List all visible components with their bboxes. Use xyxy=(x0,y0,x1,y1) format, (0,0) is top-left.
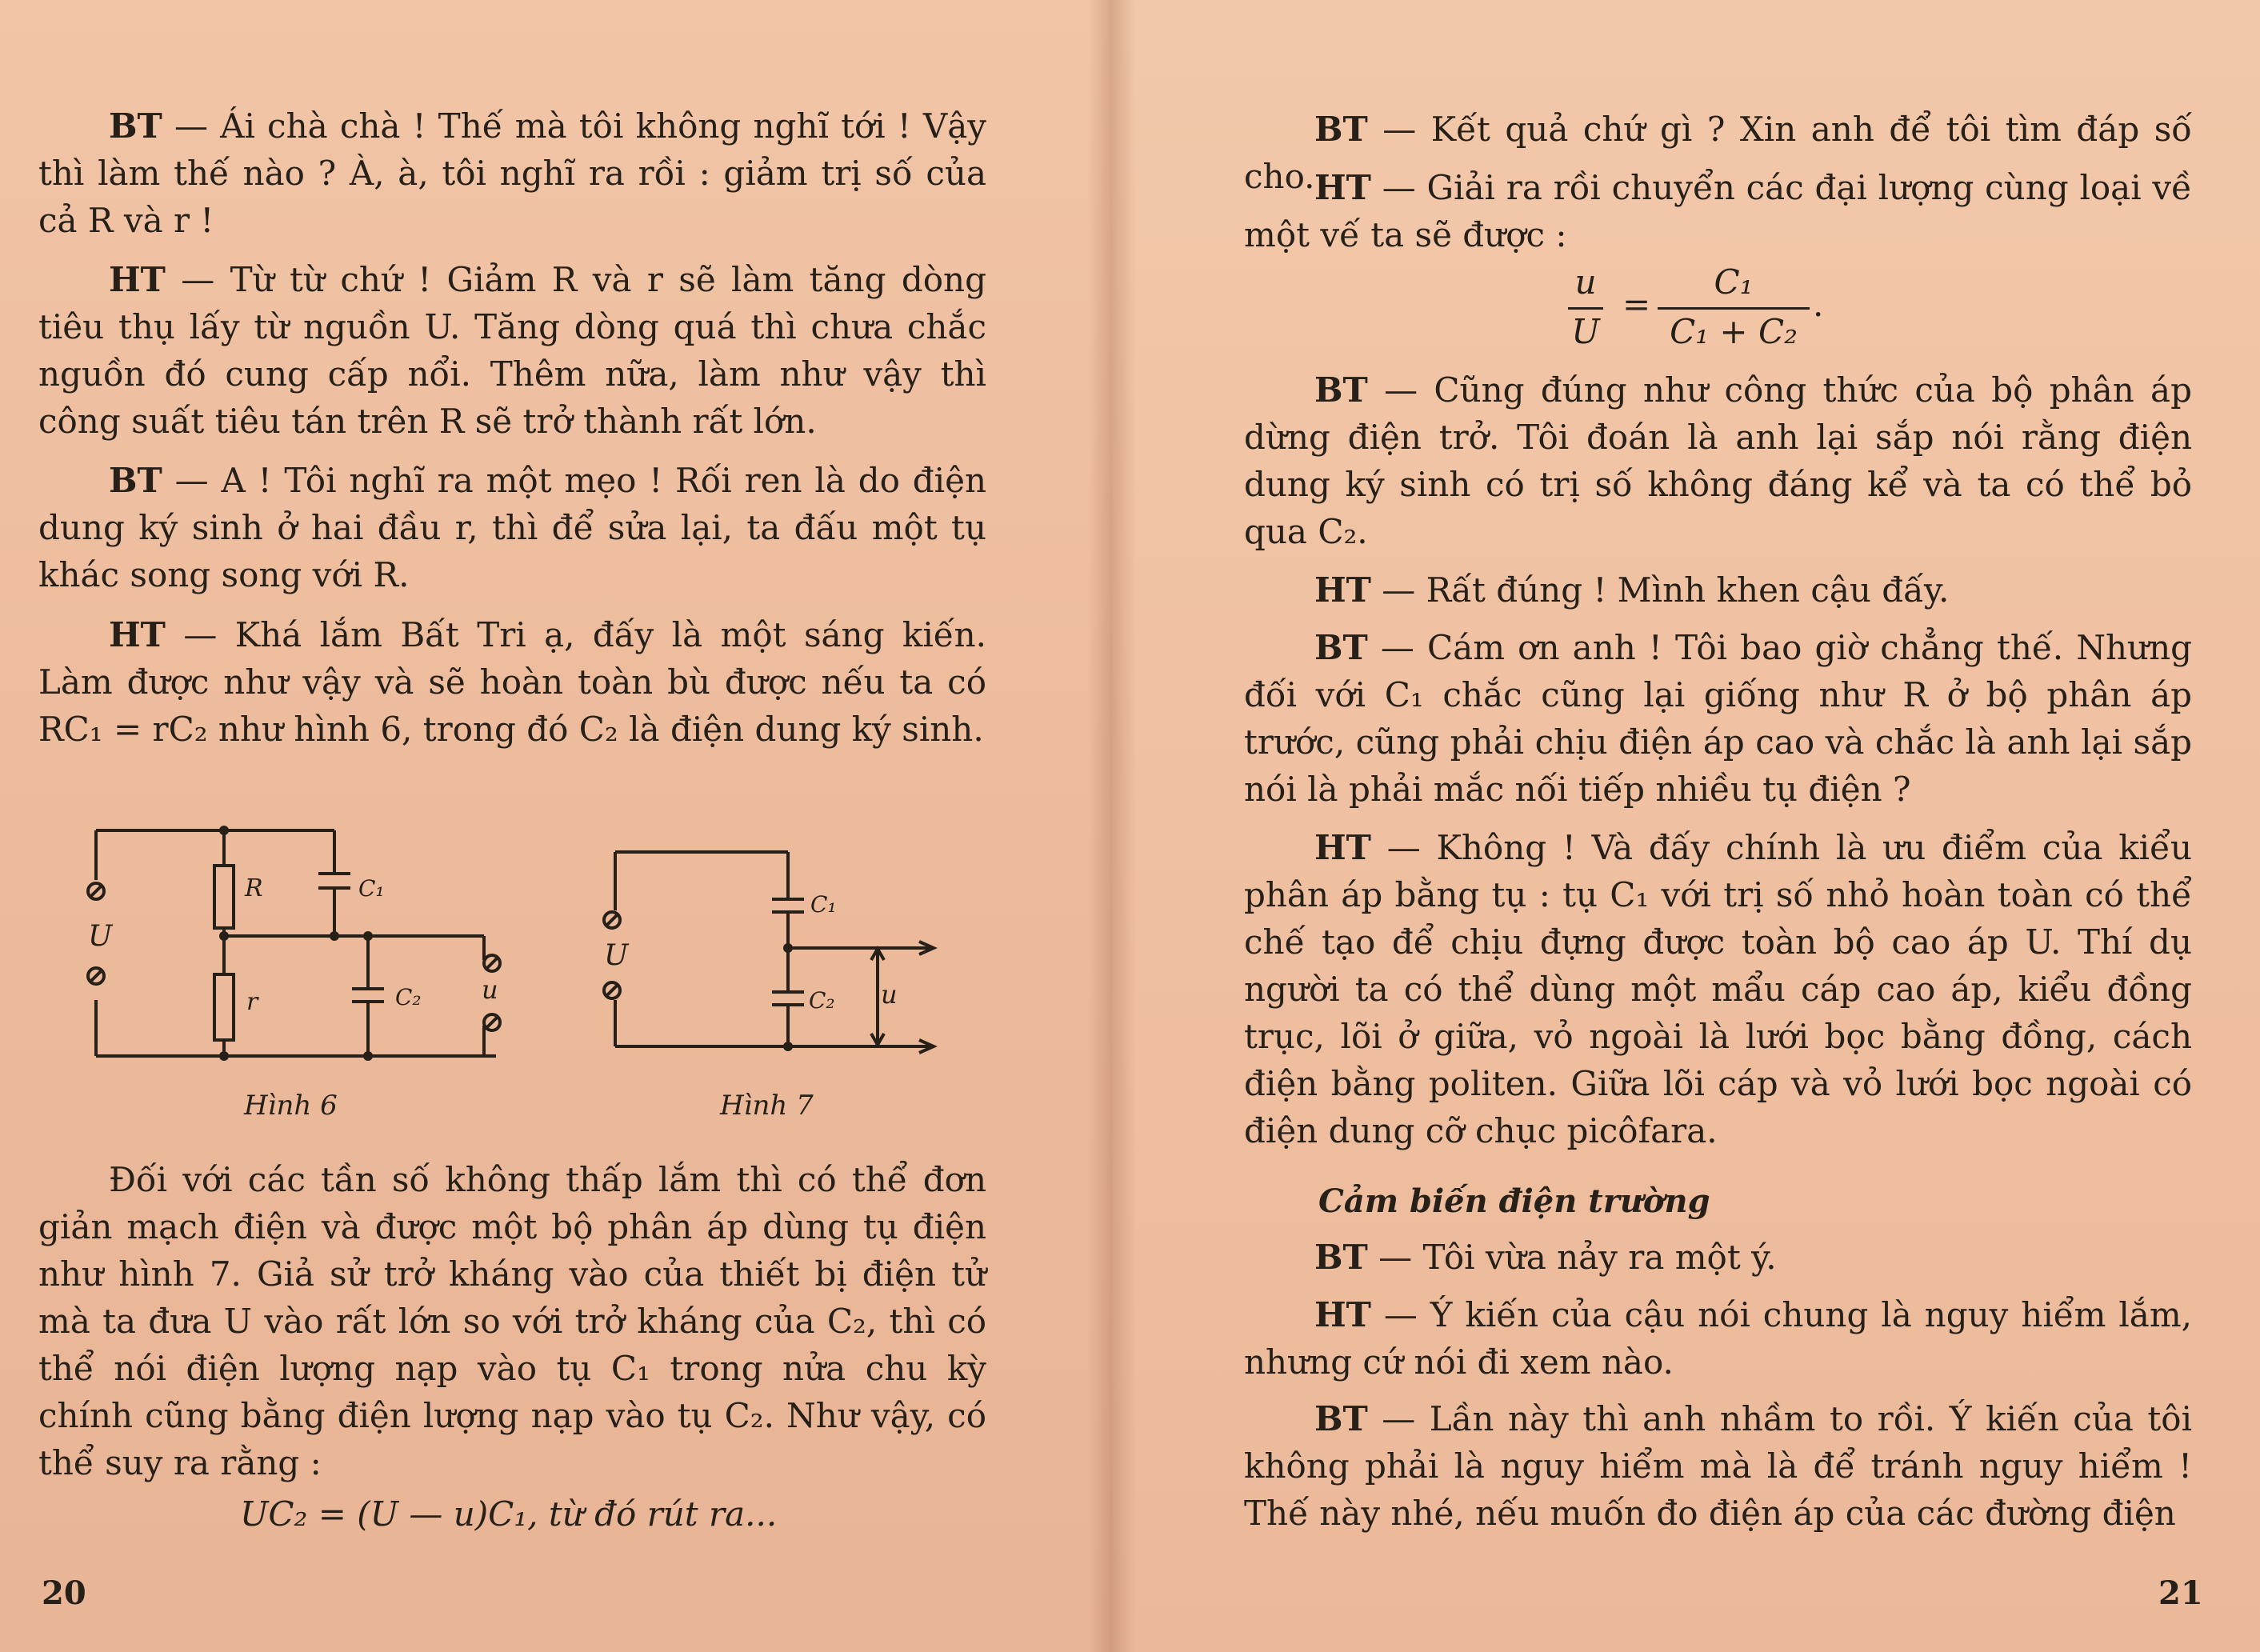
left-paragraph-3: BT — A ! Tôi nghĩ ra một mẹo ! Rối ren là do điện dung ký sinh ở hai đầu r, thì để sửa lại, ta đấu một tụ khác song song với R. xyxy=(38,461,986,594)
figure-6-caption: Hình 6 xyxy=(244,1090,338,1122)
right-paragraph-6: HT — Không ! Và đấy chính là ưu điểm của kiểu phân áp bằng tụ : tụ C₁ với trị số nhỏ hoàn toàn có thể chế tạo để chịu đựng được toàn bộ cao áp U. Thí dụ người ta có thể dùng một mẩu cáp cao áp, kiểu đồng trục, lõi ở giữa, vỏ ngoài là lưới bọc bằng đồng, cách điện bằng politen. Giữa lõi cáp và vỏ lưới bọc ngoài có điện dung cỡ chục picôfara. xyxy=(1244,828,2192,1150)
right-paragraph-7: BT — Tôi vừa nảy ra một ý. xyxy=(1314,1238,1777,1277)
fig7-label-U: U xyxy=(604,939,629,972)
left-paragraph-1: BT — Ái chà chà ! Thế mà tôi không nghĩ tới ! Vậy thì làm thế nào ? À, à, tôi nghĩ ra rồi : giảm trị số của cả R và r ! xyxy=(38,106,986,240)
fig7-label-u: u xyxy=(881,979,898,1010)
fraction-lhs-denominator: U xyxy=(1571,312,1600,351)
right-paragraph-9: BT — Lần này thì anh nhầm to rồi. Ý kiến của tôi không phải là nguy hiểm mà là để tránh nguy hiểm ! Thế này nhé, nếu muốn đo điện áp của các đường điện xyxy=(1244,1399,2192,1533)
fig6-label-C1: C₁ xyxy=(358,875,385,902)
fraction-equals: = xyxy=(1622,285,1651,324)
left-formula: UC₂ = (U — u)C₁, từ đó rút ra... xyxy=(240,1494,778,1534)
section-heading: Cảm biến điện trường xyxy=(1318,1182,1710,1220)
right-paragraph-1: BT — Kết quả chứ gì ? Xin anh để tôi tìm đáp số cho. xyxy=(1244,110,2192,196)
fig7-label-C2: C₂ xyxy=(809,987,835,1014)
fig6-label-u: u xyxy=(482,974,498,1005)
fig6-label-U: U xyxy=(88,920,113,953)
figure-6-circuit xyxy=(80,816,528,1072)
right-fraction-formula xyxy=(1568,262,1856,358)
page-number-right: 21 xyxy=(2158,1574,2203,1612)
left-paragraph-2: HT — Từ từ chứ ! Giảm R và r sẽ làm tăng dòng tiêu thụ lấy từ nguồn U. Tăng dòng quá thì chưa chắc nguồn đó cung cấp nổi. Thêm nữa, làm như vậy thì công suất tiêu tán trên R sẽ trở thành rất lớn. xyxy=(38,260,986,441)
page-number-left: 20 xyxy=(42,1574,86,1612)
right-paragraph-8: HT — Ý kiến của cậu nói chung là nguy hiểm lắm, nhưng cứ nói đi xem nào. xyxy=(1244,1295,2192,1382)
right-paragraph-3: BT — Cũng đúng như công thức của bộ phân áp dừng điện trở. Tôi đoán là anh lại sắp nói rằng điện dung ký sinh có trị số không đáng kể và ta có thể bỏ qua C₂. xyxy=(1244,370,2192,551)
fig6-label-R: R xyxy=(245,874,263,902)
fraction-rhs-numerator: C₁ xyxy=(1714,262,1754,302)
figure-7-caption: Hình 7 xyxy=(720,1090,814,1122)
left-paragraph-4: HT — Khá lắm Bất Tri ạ, đấy là một sáng kiến. Làm được như vậy và sẽ hoàn toàn bù được nếu ta có RC₁ = rC₂ như hình 6, trong đó C₂ là điện dung ký sinh. xyxy=(38,615,986,749)
right-paragraph-2: HT — Giải ra rồi chuyển các đại lượng cùng loại về một vế ta sẽ được : xyxy=(1244,168,2192,254)
fig7-label-C1: C₁ xyxy=(810,891,837,918)
fig6-label-r: r xyxy=(246,988,258,1016)
left-paragraph-5: Đối với các tần số không thấp lắm thì có thể đơn giản mạch điện và được một bộ phân áp dùng tụ điện như hình 7. Giả sử trở kháng vào của thiết bị điện tử mà ta đưa U vào rất lớn so với trở kháng của C₂, thì có thể nói điện lượng nạp vào tụ C₁ trong nửa chu kỳ chính cũng bằng điện lượng nạp vào tụ C₂. Như vậy, có thể suy ra rằng : xyxy=(38,1160,986,1482)
book-gutter xyxy=(1088,0,1136,1652)
left-page xyxy=(0,0,1112,1652)
fraction-rhs-denominator: C₁ + C₂ xyxy=(1670,312,1798,351)
fraction-lhs-bar xyxy=(1568,307,1603,310)
right-paragraph-5: BT — Cám ơn anh ! Tôi bao giờ chẳng thế. Nhưng đối với C₁ chắc cũng lại giống như R ở bộ phân áp trước, cũng phải chịu điện áp cao và chắc là anh lại sắp nói là phải mắc nối tiếp nhiều tụ điện ? xyxy=(1244,628,2192,809)
fig6-label-C2: C₂ xyxy=(395,984,422,1010)
figure-7-circuit xyxy=(588,840,956,1072)
fraction-end: . xyxy=(1813,285,1824,324)
fraction-lhs-numerator: u xyxy=(1574,262,1597,302)
fraction-rhs-bar xyxy=(1658,307,1810,310)
right-paragraph-4: HT — Rất đúng ! Mình khen cậu đấy. xyxy=(1314,570,1950,610)
